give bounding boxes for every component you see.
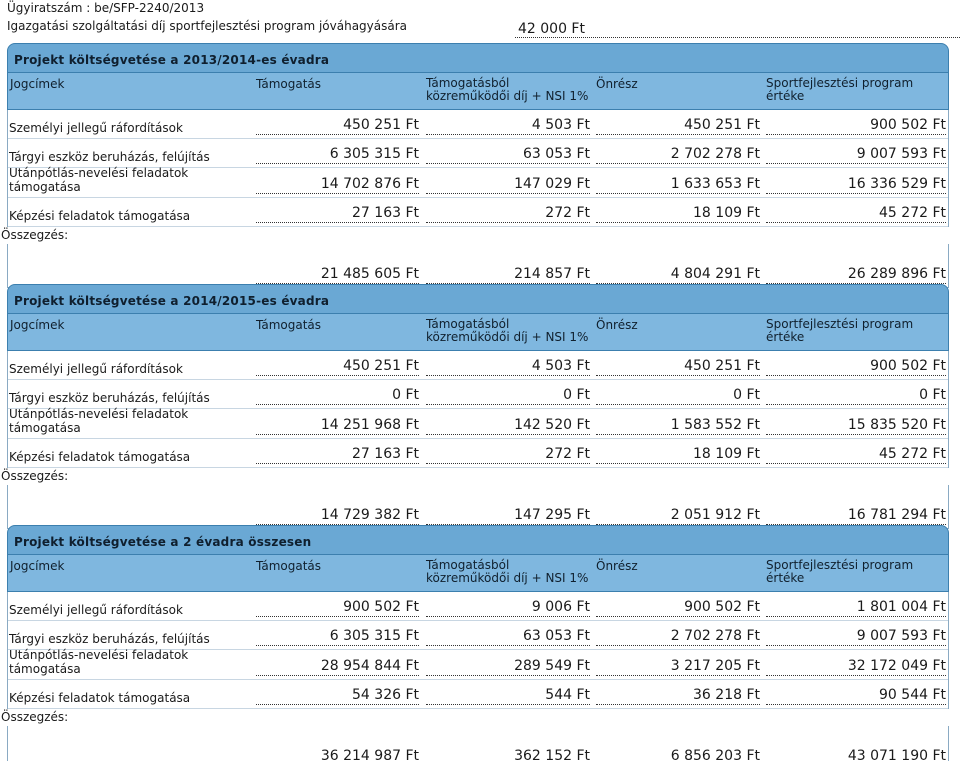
col-tamogatas: Támogatás bbox=[256, 318, 322, 332]
fee-value-underline bbox=[515, 37, 960, 38]
value-dij: 4 503 Ft bbox=[426, 358, 590, 376]
sum-tamogatas: 36 214 987 Ft bbox=[256, 748, 419, 761]
value-ertek: 900 502 Ft bbox=[766, 117, 946, 135]
sum-ertek: 43 071 190 Ft bbox=[766, 748, 946, 761]
fee-value: 42 000 Ft bbox=[518, 21, 585, 37]
row-utanpotlas: Utánpótlás-nevelési feladatok támogatása 14 702 876 Ft 147 029 Ft 1 633 653 Ft 16 336 529 Ft bbox=[8, 168, 948, 198]
value-onresz: 3 217 205 Ft bbox=[596, 658, 760, 676]
sum-dij: 147 295 Ft bbox=[426, 507, 590, 525]
value-ertek: 90 544 Ft bbox=[766, 687, 946, 705]
summary-row bbox=[8, 498, 948, 528]
sum-tamogatas: 14 729 382 Ft bbox=[256, 507, 419, 525]
value-onresz: 18 109 Ft bbox=[596, 446, 760, 464]
value-onresz: 1 583 552 Ft bbox=[596, 417, 760, 435]
row-targyi: Tárgyi eszköz beruházás, felújítás 0 Ft 0 Ft 0 Ft 0 Ft bbox=[8, 380, 948, 409]
section-title: Projekt költségvetése a 2013/2014-es évadra bbox=[7, 43, 949, 73]
sum-dij: 214 857 Ft bbox=[426, 266, 590, 284]
col-jogcimek: Jogcímek bbox=[10, 559, 65, 573]
value-onresz: 1 633 653 Ft bbox=[596, 176, 760, 194]
col-ertek: Sportfejlesztési program értéke bbox=[766, 76, 914, 103]
value-onresz: 18 109 Ft bbox=[596, 205, 760, 223]
value-onresz: 450 251 Ft bbox=[596, 358, 760, 376]
sum-onresz: 6 856 203 Ft bbox=[596, 748, 760, 761]
budget-section-2013-2014 bbox=[1, 43, 949, 288]
row-kepzesi: Képzési feladatok támogatása 27 163 Ft 272 Ft 18 109 Ft 45 272 Ft bbox=[8, 439, 948, 468]
section-title: Projekt költségvetése a 2 évadra összesen bbox=[7, 525, 949, 555]
row-szemelyi: Személyi jellegű ráfordítások 450 251 Ft 4 503 Ft 450 251 Ft 900 502 Ft bbox=[8, 351, 948, 380]
summary-area bbox=[1, 469, 949, 529]
summary-row bbox=[8, 739, 948, 761]
col-onresz: Önrész bbox=[596, 77, 638, 91]
value-dij: 63 053 Ft bbox=[426, 628, 590, 646]
summary-label: Összegzés: bbox=[1, 228, 69, 242]
value-dij: 147 029 Ft bbox=[426, 176, 590, 194]
column-header bbox=[7, 314, 949, 351]
value-ertek: 16 336 529 Ft bbox=[766, 176, 946, 194]
case-number: Ügyiratszám : be/SFP-2240/2013 bbox=[7, 1, 205, 15]
value-dij: 142 520 Ft bbox=[426, 417, 590, 435]
col-tamogatas: Támogatás bbox=[256, 77, 322, 91]
col-ertek: Sportfejlesztési program értéke bbox=[766, 317, 914, 344]
budget-rows bbox=[7, 110, 949, 227]
value-ertek: 9 007 593 Ft bbox=[766, 628, 946, 646]
col-tamogatas: Támogatás bbox=[256, 559, 322, 573]
row-utanpotlas: Utánpótlás-nevelési feladatok támogatása 14 251 968 Ft 142 520 Ft 1 583 552 Ft 15 835 520 Ft bbox=[8, 409, 948, 439]
value-ertek: 900 502 Ft bbox=[766, 358, 946, 376]
value-onresz: 450 251 Ft bbox=[596, 117, 760, 135]
budget-rows bbox=[7, 351, 949, 468]
value-onresz: 2 702 278 Ft bbox=[596, 146, 760, 164]
value-ertek: 45 272 Ft bbox=[766, 205, 946, 223]
value-onresz: 2 702 278 Ft bbox=[596, 628, 760, 646]
value-tamogatas: 6 305 315 Ft bbox=[256, 146, 419, 164]
col-dij: Támogatásból közreműködői díj + NSI 1% bbox=[426, 558, 589, 585]
sum-ertek: 26 289 896 Ft bbox=[766, 266, 946, 284]
value-tamogatas: 450 251 Ft bbox=[256, 117, 419, 135]
fee-label: Igazgatási szolgáltatási díj sportfejlesztési program jóváhagyására bbox=[7, 19, 408, 33]
summary-label: Összegzés: bbox=[1, 710, 69, 724]
sum-onresz: 4 804 291 Ft bbox=[596, 266, 760, 284]
row-targyi: Tárgyi eszköz beruházás, felújítás 6 305 315 Ft 63 053 Ft 2 702 278 Ft 9 007 593 Ft bbox=[8, 139, 948, 168]
value-tamogatas: 54 326 Ft bbox=[256, 687, 419, 705]
value-dij: 4 503 Ft bbox=[426, 117, 590, 135]
value-dij: 289 549 Ft bbox=[426, 658, 590, 676]
value-ertek: 9 007 593 Ft bbox=[766, 146, 946, 164]
value-tamogatas: 27 163 Ft bbox=[256, 446, 419, 464]
summary-label: Összegzés: bbox=[1, 469, 69, 483]
value-tamogatas: 450 251 Ft bbox=[256, 358, 419, 376]
summary-area bbox=[1, 710, 949, 761]
value-dij: 272 Ft bbox=[426, 205, 590, 223]
value-dij: 272 Ft bbox=[426, 446, 590, 464]
value-ertek: 45 272 Ft bbox=[766, 446, 946, 464]
summary-row bbox=[8, 257, 948, 287]
value-tamogatas: 14 251 968 Ft bbox=[256, 417, 419, 435]
row-szemelyi: Személyi jellegű ráfordítások 450 251 Ft 4 503 Ft 450 251 Ft 900 502 Ft bbox=[8, 110, 948, 139]
col-ertek: Sportfejlesztési program értéke bbox=[766, 558, 914, 585]
budget-rows bbox=[7, 592, 949, 709]
value-dij: 63 053 Ft bbox=[426, 146, 590, 164]
value-dij: 544 Ft bbox=[426, 687, 590, 705]
value-tamogatas: 900 502 Ft bbox=[256, 599, 419, 617]
value-dij: 9 006 Ft bbox=[426, 599, 590, 617]
section-title: Projekt költségvetése a 2014/2015-es évadra bbox=[7, 284, 949, 314]
value-tamogatas: 6 305 315 Ft bbox=[256, 628, 419, 646]
value-tamogatas: 28 954 844 Ft bbox=[256, 658, 419, 676]
row-targyi: Tárgyi eszköz beruházás, felújítás 6 305 315 Ft 63 053 Ft 2 702 278 Ft 9 007 593 Ft bbox=[8, 621, 948, 650]
column-header bbox=[7, 555, 949, 592]
row-kepzesi: Képzési feladatok támogatása 54 326 Ft 544 Ft 36 218 Ft 90 544 Ft bbox=[8, 680, 948, 709]
value-onresz: 900 502 Ft bbox=[596, 599, 760, 617]
col-dij: Támogatásból közreműködői díj + NSI 1% bbox=[426, 317, 589, 344]
column-header bbox=[7, 73, 949, 110]
col-jogcimek: Jogcímek bbox=[10, 318, 65, 332]
budget-section-total bbox=[1, 525, 949, 761]
sum-onresz: 2 051 912 Ft bbox=[596, 507, 760, 525]
value-ertek: 32 172 049 Ft bbox=[766, 658, 946, 676]
col-jogcimek: Jogcímek bbox=[10, 77, 65, 91]
value-tamogatas: 14 702 876 Ft bbox=[256, 176, 419, 194]
value-tamogatas: 0 Ft bbox=[256, 387, 419, 405]
col-dij: Támogatásból közreműködői díj + NSI 1% bbox=[426, 76, 589, 103]
value-tamogatas: 27 163 Ft bbox=[256, 205, 419, 223]
row-utanpotlas: Utánpótlás-nevelési feladatok támogatása 28 954 844 Ft 289 549 Ft 3 217 205 Ft 32 172 049 Ft bbox=[8, 650, 948, 680]
row-kepzesi: Képzési feladatok támogatása 27 163 Ft 272 Ft 18 109 Ft 45 272 Ft bbox=[8, 198, 948, 227]
value-onresz: 0 Ft bbox=[596, 387, 760, 405]
sum-dij: 362 152 Ft bbox=[426, 748, 590, 761]
summary-area bbox=[1, 228, 949, 288]
value-dij: 0 Ft bbox=[426, 387, 590, 405]
value-ertek: 1 801 004 Ft bbox=[766, 599, 946, 617]
budget-section-2014-2015 bbox=[1, 284, 949, 529]
sum-ertek: 16 781 294 Ft bbox=[766, 507, 946, 525]
col-onresz: Önrész bbox=[596, 559, 638, 573]
value-onresz: 36 218 Ft bbox=[596, 687, 760, 705]
value-ertek: 0 Ft bbox=[766, 387, 946, 405]
row-szemelyi: Személyi jellegű ráfordítások 900 502 Ft 9 006 Ft 900 502 Ft 1 801 004 Ft bbox=[8, 592, 948, 621]
sum-tamogatas: 21 485 605 Ft bbox=[256, 266, 419, 284]
col-onresz: Önrész bbox=[596, 318, 638, 332]
value-ertek: 15 835 520 Ft bbox=[766, 417, 946, 435]
